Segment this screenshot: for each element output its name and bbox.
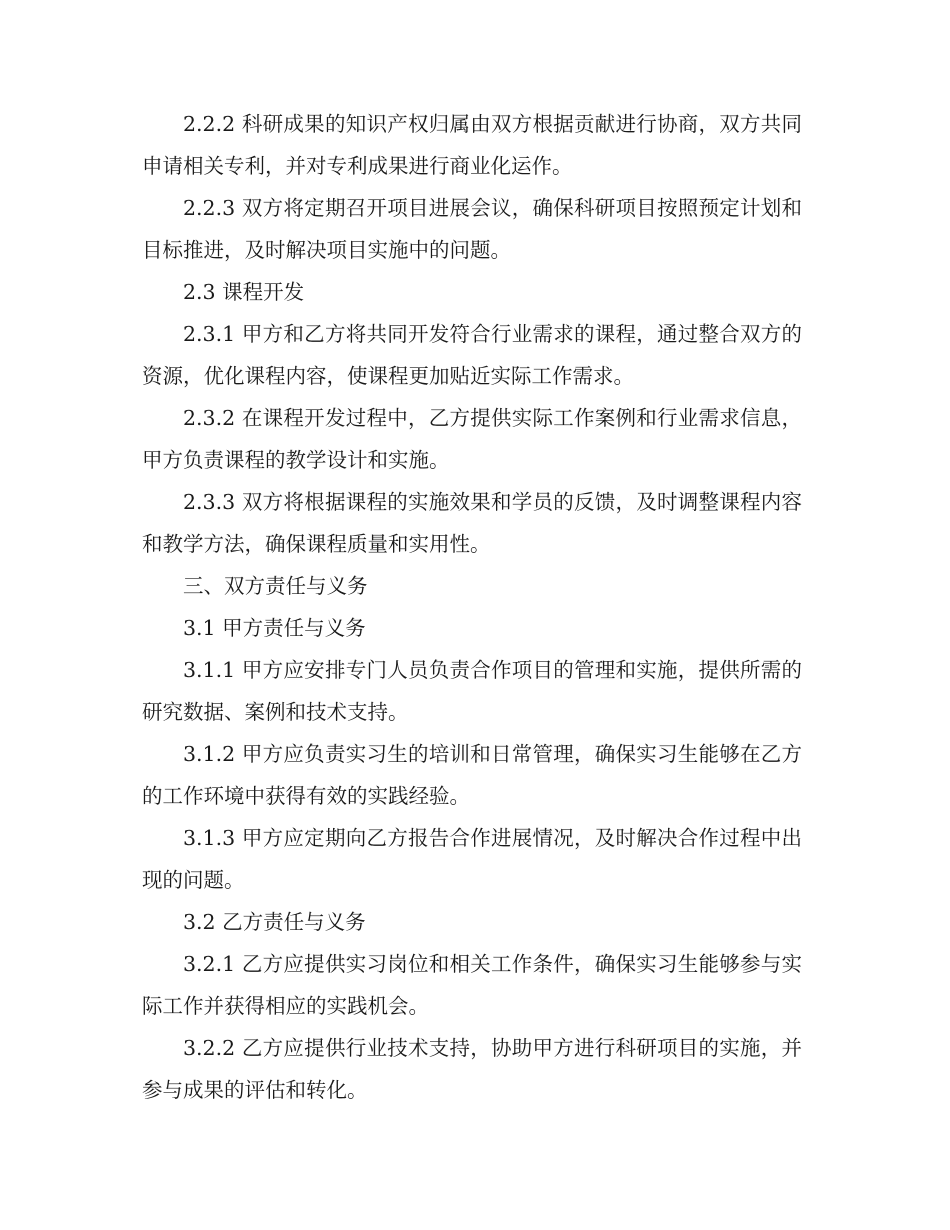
section-heading-3-1: 3.1 甲方责任与义务 bbox=[183, 616, 366, 640]
section-heading-2-3: 2.3 课程开发 bbox=[183, 280, 305, 304]
clause-2-2-3: 2.2.3 双方将定期召开项目进展会议，确保科研项目按照预定计划和目标推进，及时解决项目实施中的问题。 bbox=[142, 196, 802, 262]
chapter-heading-3: 三、双方责任与义务 bbox=[183, 574, 368, 598]
clause-3-2-2: 3.2.2 乙方应提供行业技术支持，协助甲方进行科研项目的实施，并参与成果的评估和转化。 bbox=[142, 1036, 802, 1102]
section-heading-3-2: 3.2 乙方责任与义务 bbox=[183, 910, 366, 934]
clause-3-2-1: 3.2.1 乙方应提供实习岗位和相关工作条件，确保实习生能够参与实际工作并获得相应的实践机会。 bbox=[142, 952, 802, 1018]
clause-2-2-2: 2.2.2 科研成果的知识产权归属由双方根据贡献进行协商，双方共同申请相关专利，并对专利成果进行商业化运作。 bbox=[142, 112, 802, 178]
clause-2-3-1: 2.3.1 甲方和乙方将共同开发符合行业需求的课程，通过整合双方的资源，优化课程内容，使课程更加贴近实际工作需求。 bbox=[142, 322, 802, 388]
clause-2-3-2: 2.3.2 在课程开发过程中，乙方提供实际工作案例和行业需求信息，甲方负责课程的教学设计和实施。 bbox=[142, 406, 802, 472]
clause-3-1-2: 3.1.2 甲方应负责实习生的培训和日常管理，确保实习生能够在乙方的工作环境中获得有效的实践经验。 bbox=[142, 742, 802, 808]
document-body bbox=[142, 103, 802, 1111]
clause-3-1-1: 3.1.1 甲方应安排专门人员负责合作项目的管理和实施，提供所需的研究数据、案例和技术支持。 bbox=[142, 658, 802, 724]
clause-3-1-3: 3.1.3 甲方应定期向乙方报告合作进展情况，及时解决合作过程中出现的问题。 bbox=[142, 826, 802, 892]
clause-2-3-3: 2.3.3 双方将根据课程的实施效果和学员的反馈，及时调整课程内容和教学方法，确保课程质量和实用性。 bbox=[142, 490, 802, 556]
